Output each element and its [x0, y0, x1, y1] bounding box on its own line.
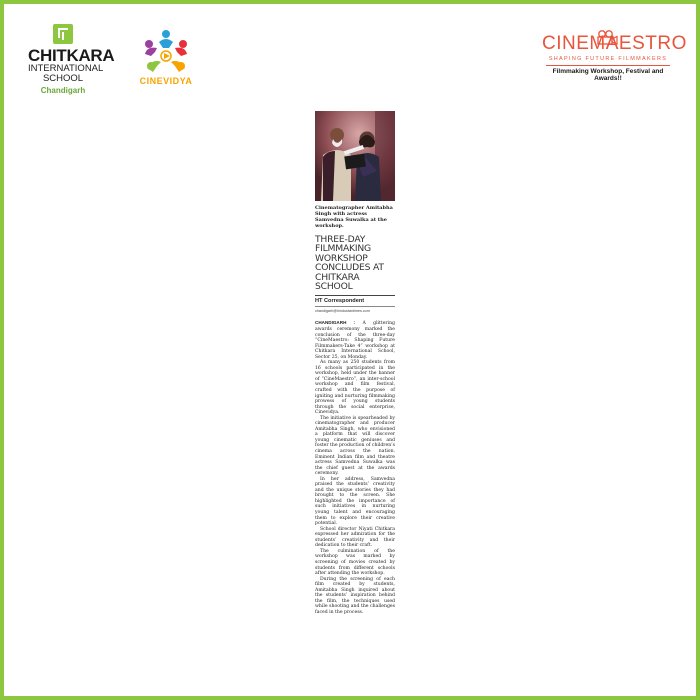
article-photo[interactable]	[315, 111, 395, 201]
article-paragraph: In her address, Samvedna praised the students’ creativity and the unique stories they had brought to the screen. She highlighted the importance of such initiatives in nurturing young talent and encouraging them to explore their creative potential.	[315, 476, 395, 527]
article-paragraph	[315, 320, 395, 360]
cinemaestro-logo[interactable]	[542, 33, 687, 82]
chitkara-line1: INTERNATIONAL	[28, 63, 104, 74]
article-byline: HT Correspondent	[315, 298, 365, 305]
article-email[interactable]: chandigarh@hindustantimes.com	[315, 309, 370, 314]
newspaper-clipping	[315, 111, 395, 615]
cinemaestro-tagline: SHAPING FUTURE FILMMAKERS	[548, 56, 668, 62]
cinevidya-figures-icon	[141, 28, 191, 76]
cinemaestro-name: CINEMAESTRO	[542, 33, 687, 54]
byline-rule	[315, 306, 395, 307]
article-paragraph: During the screening of each film created by students, Amitabha Singh inquired about the students’ inspiration behind the film, the techniques used while shooting and the challenges faced in the process.	[315, 576, 395, 615]
chitkara-name: CHITKARA	[28, 46, 115, 65]
chitkara-logo[interactable]	[28, 24, 115, 95]
headline-rule	[315, 295, 395, 296]
chitkara-line2: SCHOOL	[42, 73, 84, 84]
film-camera-icon	[594, 30, 620, 46]
paragraph-text: A glittering awards ceremony marked the conclusion of the three-day “CineMaestro: Shaping Future Filmmakers-Take 4” workshop at Chitkara International School, Sector 25, on Monday.	[315, 321, 395, 360]
article-paragraph: School director Niyati Chitkara expressed her admiration for the students’ creativity and their dedication to their craft.	[315, 526, 395, 549]
event-photo-image	[315, 111, 395, 201]
chitkara-emblem-icon	[53, 24, 73, 44]
chitkara-city: Chandigarh	[40, 86, 86, 95]
cinevidya-name: CINEVIDYA	[139, 76, 193, 86]
cinemaestro-divider	[546, 65, 670, 66]
article-paragraph: As many as 250 students from 16 schools participated in the workshop, held under the banner of “CineMaestro”, an inter-school workshop and film festival, crafted with the purpose of igniting and nurturing filmmaking prowess of young students through the social enterprise, Cinevidya.	[315, 360, 395, 416]
cinemaestro-subtagline: Filmmaking Workshop, Festival and Awards!!	[552, 68, 664, 82]
article-body	[315, 320, 395, 615]
article-headline: THREE-DAY FILMMAKING WORKSHOP CONCLUDES AT CHITKARA SCHOOL	[315, 234, 384, 293]
cinevidya-logo[interactable]	[134, 28, 198, 86]
article-paragraph: The culmination of the workshop was marked by screening of movies created by students from different schools after attending the workshop.	[315, 548, 395, 577]
article-paragraph: The initiative is spearheaded by cinematographer and producer Amitabha Singh, who envisioned a platform that will discover young cinematic geniuses and foster the production of children’s cinema across the nation. Eminent Indian film and theatre actress Samvedna Suwalka was the chief guest at the awards ceremony.	[315, 415, 395, 477]
article-dateline: CHANDIGARH :	[315, 320, 356, 326]
photo-caption: Cinematographer Amitabha Singh with actress Samvedna Suwalka at the workshop.	[315, 205, 393, 229]
